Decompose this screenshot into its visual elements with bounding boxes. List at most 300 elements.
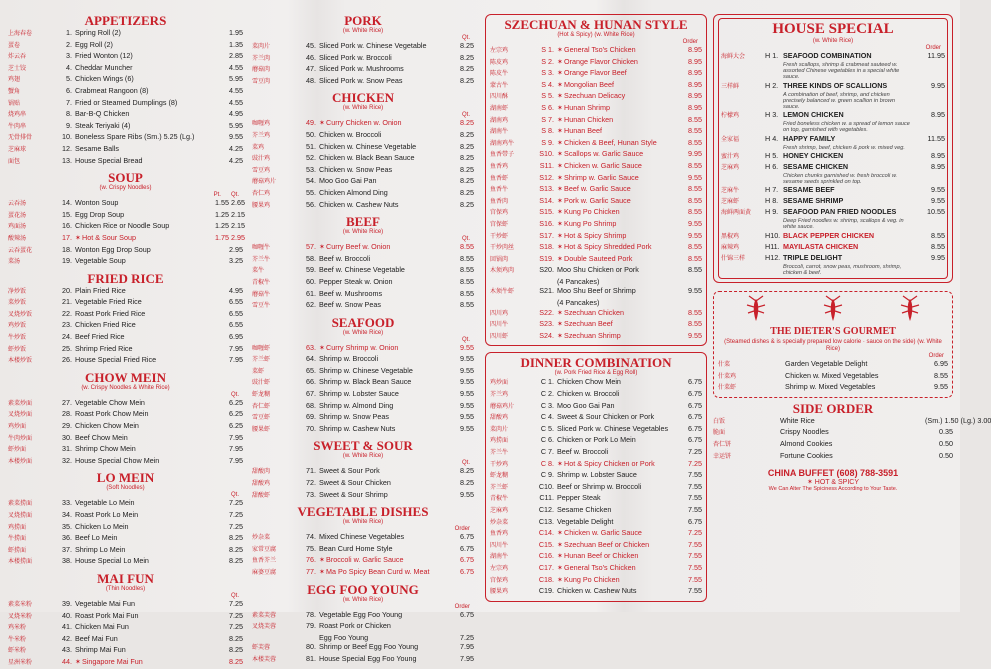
item-number: C13.	[538, 516, 554, 526]
item-number: S20.	[539, 265, 554, 275]
chinese-name: 虾龙糊	[252, 392, 271, 399]
menu-item-list	[252, 118, 474, 211]
item-price: 4.25	[229, 155, 243, 165]
item-name: Beef w. Chinese Vegetable	[319, 265, 405, 275]
item-price: 8.55	[460, 265, 474, 275]
item-name: Roast Pork Lo Mein	[75, 510, 139, 519]
item-name: Pepper Steak	[557, 493, 601, 503]
menu-item-list	[252, 610, 474, 666]
chinese-name: 牛捞面	[8, 536, 27, 543]
item-number: S11.	[539, 160, 554, 170]
chinese-name: 宫保鸡	[490, 577, 509, 584]
item-name: Roast Pork or Chicken	[319, 621, 391, 631]
hot-spicy-icon: ✶	[557, 160, 564, 170]
menu-item	[8, 121, 243, 133]
item-name: Cheddar Muncher	[75, 62, 133, 72]
chinese-name: 虾捞面	[8, 547, 27, 554]
item-name: Shrimp w. Cashew Nuts	[319, 423, 396, 433]
item-price: 6.55	[229, 320, 243, 330]
item-name: Chicken w. Mixed Vegetables	[785, 370, 879, 380]
item-name: Sweet & Sour Shrimp	[319, 489, 388, 499]
chinese-name: 湖南鸡	[490, 117, 509, 124]
item-price: 8.25	[229, 645, 243, 655]
item-number: 78.	[306, 609, 316, 619]
item-price: 7.25	[229, 498, 243, 508]
item-name: House Special Bread	[75, 155, 143, 165]
menu-item	[490, 470, 702, 482]
menu-item	[713, 451, 953, 463]
item-price: 11.95	[927, 51, 945, 60]
chinese-name: 鸡面汤	[8, 224, 27, 231]
menu-item	[252, 642, 474, 654]
item-name: Hunan Shrimp	[564, 102, 610, 112]
item-name: Moo Shu Chicken or Pork	[557, 265, 639, 275]
menu-item	[8, 433, 243, 445]
item-description: Fried boneless chicken w. a spread of lemon sauce on top, garnished with vegetables.	[783, 121, 910, 134]
item-name: Scallops w. Garlic Sauce	[564, 149, 644, 159]
menu-item	[713, 427, 953, 439]
chinese-name: 炒杂菜	[252, 535, 271, 542]
item-price: 7.55	[688, 504, 702, 514]
menu-item	[8, 210, 243, 222]
chinese-name: 素菜芙蓉	[252, 612, 277, 619]
item-name: Kung Po Chicken	[564, 207, 620, 217]
item-name: Orange Flavor Chicken	[564, 56, 638, 66]
item-number: 44.	[62, 656, 72, 666]
item-price: 8.25	[460, 187, 474, 197]
item-number: 32.	[62, 455, 72, 465]
menu-item	[8, 40, 243, 52]
chinese-name: 甜酸鸡	[252, 481, 271, 488]
lobster-icon	[899, 295, 921, 323]
chinese-name: 四川酥	[490, 94, 509, 101]
menu-item	[490, 184, 702, 196]
item-name: TRIPLE DELIGHT	[783, 252, 843, 262]
chinese-name: 菜牛	[252, 268, 265, 275]
menu-item	[252, 555, 474, 567]
item-price: 8.25	[460, 41, 474, 50]
lobster-decoration	[718, 295, 948, 325]
menu-item-list	[490, 377, 702, 597]
menu-item	[252, 610, 474, 622]
item-name: Plain Fried Rice	[75, 285, 126, 295]
section-title: SOUP	[108, 170, 143, 186]
hot-spicy-icon: ✶	[557, 207, 564, 217]
item-price: 8.55	[460, 253, 474, 263]
hot-spicy-icon: ✶	[557, 319, 564, 329]
item-name: SESAME BEEF	[783, 185, 835, 195]
menu-item	[252, 242, 474, 254]
menu-item	[718, 359, 948, 371]
house-special-item	[721, 162, 945, 185]
chinese-name: 鱼香虾	[490, 175, 509, 182]
item-price: 7.55	[688, 562, 702, 572]
menu-item	[252, 142, 474, 154]
item-name: Sesame Chicken	[557, 504, 612, 514]
item-price: 9.55	[688, 218, 702, 228]
item-name: Chicken w. Chinese Vegetable	[319, 141, 417, 151]
item-name: Sliced Pork w. Mushrooms	[319, 64, 404, 74]
item-number: 56.	[306, 199, 316, 209]
chinese-name: 芥兰虾	[252, 357, 271, 364]
hot-spicy-icon: ✶	[557, 68, 564, 78]
item-name: Chicken Wings (6)	[75, 74, 134, 84]
menu-item-list	[252, 41, 474, 87]
item-number: 67.	[306, 389, 316, 399]
szechuan-section	[485, 14, 707, 346]
item-price: 8.25	[460, 164, 474, 174]
item-price: 7.95	[229, 455, 243, 465]
section-title: HOUSE SPECIAL	[772, 21, 894, 37]
item-name: Vegetable Delight	[557, 516, 614, 526]
item-price: 8.95	[688, 91, 702, 101]
item-description: Broccoli, carrot, snow peas, mushroom, shrimp, chicken & beef.	[783, 263, 902, 276]
item-number: 66.	[306, 377, 316, 387]
item-price: 6.75	[460, 609, 474, 619]
chinese-name: 豉汁鸡	[252, 156, 271, 163]
chinese-name: 鸡捞面	[8, 524, 27, 531]
item-name: (4 Pancakes)	[557, 298, 600, 308]
item-price: 9.55	[688, 286, 702, 296]
item-price: 8.55	[931, 230, 945, 240]
chinese-name: 湖南牛	[490, 129, 509, 136]
dieters-gourmet-section	[713, 291, 953, 398]
menu-item	[490, 482, 702, 494]
item-price: 10.55	[927, 207, 945, 217]
item-name: General Tso's Chicken	[564, 562, 636, 572]
item-number: 41.	[62, 622, 72, 632]
item-number: H 4.	[765, 133, 779, 143]
hot-spicy-icon: ✶	[557, 91, 564, 101]
chinese-name: 陈皮鸡	[490, 59, 509, 66]
item-number: S 4.	[541, 79, 554, 89]
item-number: 59.	[306, 265, 316, 275]
chinese-name: 芥兰牛	[490, 450, 509, 456]
menu-item	[8, 198, 243, 210]
item-number: C 9.	[540, 470, 554, 480]
menu-item	[718, 371, 948, 383]
section-title: SEAFOOD	[331, 314, 395, 330]
item-price: 7.55	[688, 493, 702, 503]
house-special-line	[721, 231, 945, 242]
item-name: SEAFOOD COMBINATION	[783, 51, 872, 60]
menu-item	[490, 91, 702, 103]
item-number: S 8.	[541, 126, 554, 136]
chinese-name: 炸云吞	[8, 54, 27, 61]
menu-item	[490, 505, 702, 517]
item-price: 8.95	[931, 161, 945, 171]
chinese-name: 雪豆肉	[252, 78, 271, 85]
menu-item	[252, 654, 474, 666]
chinese-name: 鱼香鸡	[490, 531, 509, 538]
price-header: Order	[682, 39, 698, 45]
hot-spicy-icon: ✶	[557, 184, 564, 194]
item-name: Shrimp Lo Mein	[75, 544, 126, 554]
item-name: Ma Po Spicy Bean Curd w. Meat	[326, 567, 430, 576]
hot-spicy-icon: ✶	[557, 149, 564, 159]
beef-section	[252, 215, 474, 312]
item-number: 12.	[62, 143, 72, 153]
item-number: 76.	[306, 555, 316, 565]
menu-item	[8, 444, 243, 456]
item-number: S 5.	[541, 91, 554, 101]
menu-item	[490, 57, 702, 69]
menu-item	[490, 493, 702, 505]
menu-item-list	[8, 28, 243, 167]
item-price: 1.35	[229, 39, 243, 49]
section-subtitle: (w. White Rice)	[342, 229, 384, 236]
item-name: Egg Roll (2)	[75, 39, 113, 49]
item-number: 9.	[66, 120, 72, 130]
chinese-name: 菜虾	[252, 368, 265, 375]
item-number: H 9.	[765, 207, 779, 217]
hot-spicy-icon: ✶	[557, 45, 564, 54]
item-price: 9.95	[688, 149, 702, 159]
item-name: Beef Mai Fun	[75, 633, 118, 643]
item-number: 77.	[306, 567, 316, 576]
item-number: S15.	[539, 207, 554, 217]
item-name: Mixed Chinese Vegetables	[319, 532, 405, 542]
house-special-item	[721, 196, 945, 207]
menu-item-list	[490, 45, 702, 342]
chinese-name: 黑椒鸡	[721, 233, 740, 240]
menu-item	[252, 532, 474, 544]
item-price: 11.55	[927, 133, 945, 143]
item-number: 22.	[62, 308, 72, 318]
chinese-name: 湖南鸡牛	[490, 140, 515, 147]
item-number: 36.	[62, 533, 72, 543]
menu-item-list	[713, 415, 991, 462]
house-special-item	[721, 231, 945, 242]
price-header: Pt. Qt.	[213, 192, 239, 199]
chinese-name: 什菜鸡	[718, 373, 737, 380]
item-name: Hunan Beef or Chicken	[564, 551, 639, 561]
item-price: 7.95	[229, 432, 243, 442]
item-price: 7.95	[229, 343, 243, 353]
menu-item	[8, 344, 243, 356]
menu-item	[490, 231, 702, 243]
menu-item	[490, 517, 702, 529]
item-number: S19.	[539, 253, 554, 263]
chinese-name: 海鲜两面黄	[721, 210, 752, 217]
menu-item	[8, 86, 243, 98]
item-number: H 1.	[765, 51, 779, 60]
house-special-inner	[718, 18, 948, 279]
item-name: Chicken w. Cashew Nuts	[319, 199, 399, 209]
chinese-name: 陈皮牛	[490, 71, 509, 78]
menu-item	[8, 221, 243, 233]
item-name: Boneless Spare Ribs (Sm.) 5.25 (Lg.)	[75, 132, 195, 142]
item-price: 2.95	[229, 244, 243, 254]
item-name: Roast Pork Chow Mein	[75, 409, 149, 419]
menu-item-list	[252, 343, 474, 436]
item-name: Crabmeat Rangoon (8)	[75, 85, 149, 95]
menu-item	[252, 254, 474, 266]
item-price: 7.95	[460, 653, 474, 663]
chinese-name: 虾芙蓉	[252, 645, 271, 652]
item-number: S 7.	[541, 114, 554, 124]
item-price: 7.25	[688, 458, 702, 468]
item-number: 31.	[62, 444, 72, 454]
chinese-name: 炒杂菜	[490, 519, 509, 526]
item-name: SESAME SHRIMP	[783, 196, 844, 206]
appetizers-section	[8, 14, 243, 167]
item-number: H11.	[765, 241, 780, 251]
item-number: 16.	[62, 221, 72, 231]
chinese-name: 鱼香肉	[490, 198, 509, 205]
chinese-name: 蒙古牛	[490, 82, 509, 89]
item-name: Chicken w. Broccoli	[557, 389, 620, 399]
chinese-name: 蛋花汤	[8, 212, 27, 219]
item-name: Fortune Cookies	[780, 450, 833, 460]
item-number: 15.	[62, 209, 72, 219]
chinese-name: 菜肉片	[490, 426, 509, 433]
item-number: 38.	[62, 556, 72, 566]
chinese-name: 干炒肉丝	[490, 245, 515, 252]
chinese-name: 芝士饺	[8, 65, 27, 72]
chinese-name: 虾炒面	[8, 447, 27, 454]
item-name: Chicken Chow Mein	[75, 421, 139, 431]
chinese-name: 本楼捞面	[8, 559, 33, 566]
item-price: 9.55	[460, 412, 474, 422]
menu-item	[8, 233, 243, 245]
menu-item	[252, 354, 474, 366]
mai-fun-section	[8, 572, 243, 669]
menu-item	[8, 622, 243, 634]
item-price: 8.95	[931, 110, 945, 120]
menu-item	[8, 51, 243, 63]
price-header: Qt.	[461, 112, 470, 119]
hot-spicy-icon: ✶	[557, 56, 564, 66]
chinese-name: 鸡翅	[8, 77, 21, 84]
item-price: 9.55	[688, 230, 702, 240]
item-name: Vegetable Soup	[75, 256, 126, 266]
item-name: Chicken w. Garlic Sauce	[564, 528, 642, 538]
item-name: Chicken Rice or Noodle Soup	[75, 221, 170, 231]
item-price: 3.25	[229, 256, 243, 266]
item-name: Shrimp w. Black Bean Sauce	[319, 377, 412, 387]
item-number: 14.	[62, 198, 72, 208]
house-special-line	[721, 185, 945, 196]
hot-spicy-icon: ✶	[557, 539, 564, 549]
menu-item	[490, 308, 702, 320]
chinese-name: 蘑菇鸡片	[252, 179, 277, 186]
item-name: Shrimp w. Garlic Sauce	[564, 172, 639, 182]
hot-spicy-icon: ✶	[319, 342, 326, 352]
item-number: H 2.	[765, 80, 779, 90]
item-price: 8.25	[460, 141, 474, 151]
menu-item	[252, 490, 474, 502]
house-special-line	[721, 207, 945, 218]
chinese-name: 柠檬鸡	[721, 113, 740, 120]
chinese-name: 蛋卷	[8, 42, 21, 49]
menu-item	[8, 456, 243, 468]
menu-item	[490, 459, 702, 471]
item-name: House Special Chow Mein	[75, 455, 160, 465]
hot-spicy-icon: ✶	[75, 232, 82, 242]
chinese-name: 家常豆腐	[252, 546, 277, 553]
item-number: 28.	[62, 409, 72, 419]
item-name: Curry Beef w. Onion	[326, 242, 391, 252]
item-number: 74.	[306, 532, 316, 542]
menu-item	[490, 115, 702, 127]
item-name: Pepper Steak w. Onion	[319, 276, 393, 286]
chinese-name: 净炒饭	[8, 288, 27, 295]
item-number: 1.	[66, 28, 72, 37]
item-name: Bean Curd Home Style	[319, 543, 393, 553]
menu-item	[252, 188, 474, 200]
item-number: H 7.	[765, 185, 779, 195]
chinese-name: 牛炒饭	[8, 335, 27, 342]
menu-item	[252, 389, 474, 401]
item-name: Hot & Sour Soup	[82, 232, 136, 242]
chinese-name: 菜汤	[8, 259, 21, 266]
house-special-item	[721, 185, 945, 196]
lobster-icon	[745, 295, 767, 323]
chinese-name: 甜酸鸡	[490, 415, 509, 422]
item-number: 48.	[306, 75, 316, 85]
section-title: BEEF	[346, 214, 380, 230]
chinese-name: 本楼炒面	[8, 458, 33, 465]
house-special-line	[721, 253, 945, 264]
chinese-name: 木须牛虾	[490, 289, 515, 296]
section-subtitle: (w. White Rice)	[342, 596, 384, 603]
item-number: 19.	[62, 256, 72, 266]
item-name: Egg Foo Young	[319, 632, 369, 642]
item-name: Chicken w. Black Bean Sauce	[319, 153, 415, 163]
item-price: 5.95	[229, 120, 243, 130]
restaurant-name-phone: CHINA BUFFET (608) 788-3591	[767, 468, 899, 479]
item-description: Deep Fried noodles w. shrimp, scallops & veg. in white sauce.	[783, 218, 904, 231]
menu-item	[8, 28, 243, 40]
chinese-name: 三样鲜	[721, 83, 740, 90]
item-price: 8.25	[460, 153, 474, 163]
item-number: S23.	[539, 319, 554, 329]
item-name: Shrimp or Beef Egg Foo Young	[319, 642, 419, 652]
menu-item	[713, 415, 991, 428]
section-title: SIDE ORDER	[792, 400, 874, 416]
section-subtitle: (w. White Rice)	[342, 519, 384, 526]
item-name: Chicken & Beef, Hunan Style	[564, 137, 657, 147]
item-number: 52.	[306, 153, 316, 163]
menu-item	[252, 176, 474, 188]
item-number: C 7.	[540, 447, 554, 456]
item-number: 61.	[306, 288, 316, 298]
item-number: 17.	[62, 232, 72, 242]
item-name: Szechuan Beef	[564, 319, 613, 329]
item-price: 9.55	[931, 196, 945, 206]
chinese-name: 幸运饼	[713, 453, 732, 460]
menu-item	[718, 382, 948, 394]
chinese-name: 鱼香芥兰	[252, 558, 277, 565]
item-number: 34.	[62, 510, 72, 519]
menu-item-list	[8, 398, 243, 468]
item-name: Sweet & Sour Chicken or Pork	[557, 412, 655, 422]
house-special-item	[721, 151, 945, 162]
menu-item	[252, 412, 474, 424]
chow-mein-section	[8, 371, 243, 468]
item-price: 9.55	[460, 342, 474, 352]
vegetable-section	[252, 505, 474, 578]
item-name: Moo Goo Gai Pan	[319, 176, 377, 186]
item-number: 2.	[66, 39, 72, 49]
chinese-name: 海鲜大会	[721, 54, 746, 60]
item-name: Broccoli w. Garlic Sauce	[326, 555, 404, 565]
item-name: Kung Po Chicken	[564, 574, 620, 584]
menu-item	[490, 161, 702, 173]
chinese-name: 雪豆鸡	[252, 167, 271, 174]
item-number: 79.	[306, 621, 316, 631]
